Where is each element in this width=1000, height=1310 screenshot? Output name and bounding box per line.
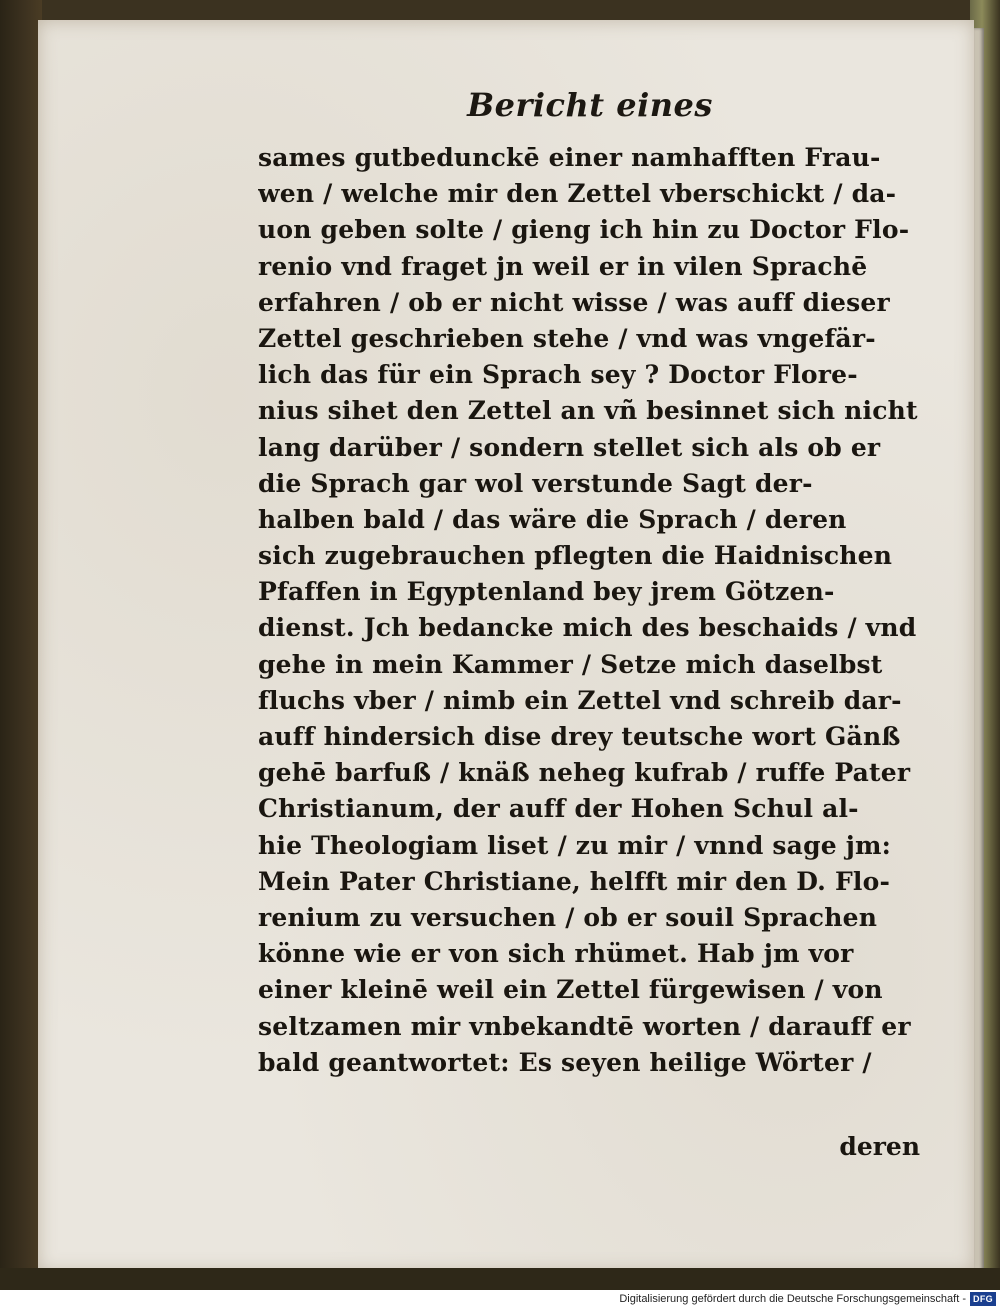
text-line: dienst. Jch bedancke mich des beschaids / vnd [258,613,917,643]
funding-credit: Digitalisierung gefördert durch die Deutsche Forschungsgemeinschaft - [619,1293,966,1305]
text-line: auff hindersich dise drey teutsche wort Gänß [258,722,901,751]
text-line: bald geantwortet: Es seyen heilige Wörter / [258,1047,872,1077]
text-line: die Sprach gar wol verstunde Sagt der- [258,468,813,498]
text-line: sames gutbedunckē einer namhafften Frau- [258,143,881,172]
text-line: gehē barfuß / knäß neheg kufrab / ruffe Pater [258,758,911,788]
text-line: uon geben solte / gieng ich hin zu Doctor Flo- [258,215,910,245]
book-binding-edge [0,0,42,1290]
text-line: seltzamen mir vnbekandtē worten / darauff er [258,1011,911,1041]
running-head: Bericht eines [467,86,713,124]
text-line: renio vnd fraget jn weil er in vilen Sprachē [258,251,868,281]
text-line: sich zugebrauchen pflegten die Haidnischen [258,541,893,571]
scan-border-top [0,0,1000,22]
digitization-footer [0,1290,1000,1310]
text-line: könne wie er von sich rhümet. Hab jm vor [258,939,854,969]
catchword: deren [839,1132,920,1161]
text-line: hie Theologiam liset / zu mir / vnnd sage jm: [258,830,892,860]
scan-border-bottom [0,1268,1000,1290]
text-line: Zettel geschrieben stehe / vnd was vngefär- [258,323,876,353]
text-line: Christianum, der auff der Hohen Schul al- [258,794,859,824]
text-line: erfahren / ob er nicht wisse / was auff dieser [258,287,890,317]
text-line: Pfaffen in Egyptenland bey jrem Götzen- [258,577,835,607]
text-line: lang darüber / sondern stellet sich als ob er [258,432,881,462]
text-line: renium zu versuchen / ob er souil Sprachen [258,902,878,932]
text-line: wen / welche mir den Zettel vberschickt / da- [258,179,897,209]
text-line: halben bald / das wäre die Sprach / deren [258,504,847,534]
text-line: lich das für ein Sprach sey ? Doctor Flore- [258,360,858,390]
text-line: fluchs vber / nimb ein Zettel vnd schreib dar- [258,685,902,715]
body-text [258,140,930,1081]
text-line: einer kleinē weil ein Zettel fürgewisen / von [258,975,883,1005]
text-line: gehe in mein Kammer / Setze mich daselbst [258,649,883,679]
text-line: Mein Pater Christiane, helfft mir den D. Flo- [258,866,891,896]
text-line: nius sihet den Zettel an vñ besinnet sich nicht [258,396,918,426]
dfg-logo: DFG [970,1292,996,1306]
page-fore-edge [974,28,984,1272]
